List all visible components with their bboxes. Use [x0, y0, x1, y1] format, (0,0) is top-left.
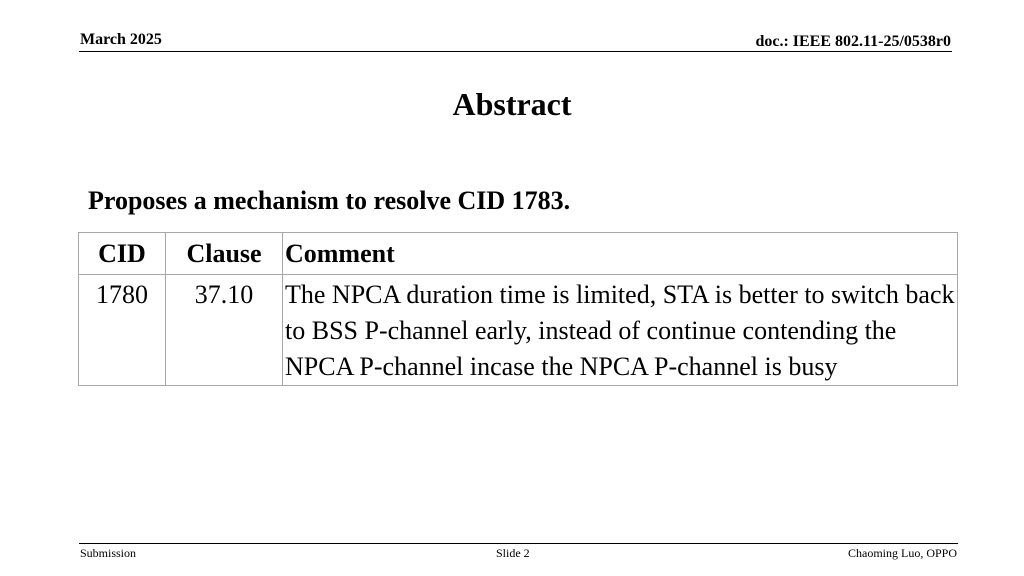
- cell-comment: The NPCA duration time is limited, STA is better to switch back to BSS P-channel early, instead of continue contending the NPCA P-channel incase the NPCA P-channel is busy: [283, 275, 958, 386]
- cell-clause: 37.10: [166, 275, 283, 386]
- lead-statement: Proposes a mechanism to resolve CID 1783.: [88, 186, 571, 215]
- footer-submission: Submission: [80, 546, 137, 560]
- header-doc-id: doc.: IEEE 802.11-25/0538r0: [755, 33, 951, 50]
- comment-table: [78, 232, 958, 386]
- cell-cid: 1780: [79, 275, 166, 386]
- header-date: March 2025: [80, 31, 162, 48]
- table-header-row: [79, 233, 958, 275]
- table-row: [79, 275, 958, 386]
- page-title: Abstract: [452, 86, 572, 122]
- column-header-cid: CID: [79, 233, 166, 275]
- column-header-clause: Clause: [166, 233, 283, 275]
- footer-slide-number: Slide 2: [496, 546, 530, 560]
- footer-divider: [79, 543, 958, 544]
- footer-author: Chaoming Luo, OPPO: [847, 546, 957, 560]
- header-divider: [79, 51, 952, 52]
- column-header-comment: Comment: [283, 233, 958, 275]
